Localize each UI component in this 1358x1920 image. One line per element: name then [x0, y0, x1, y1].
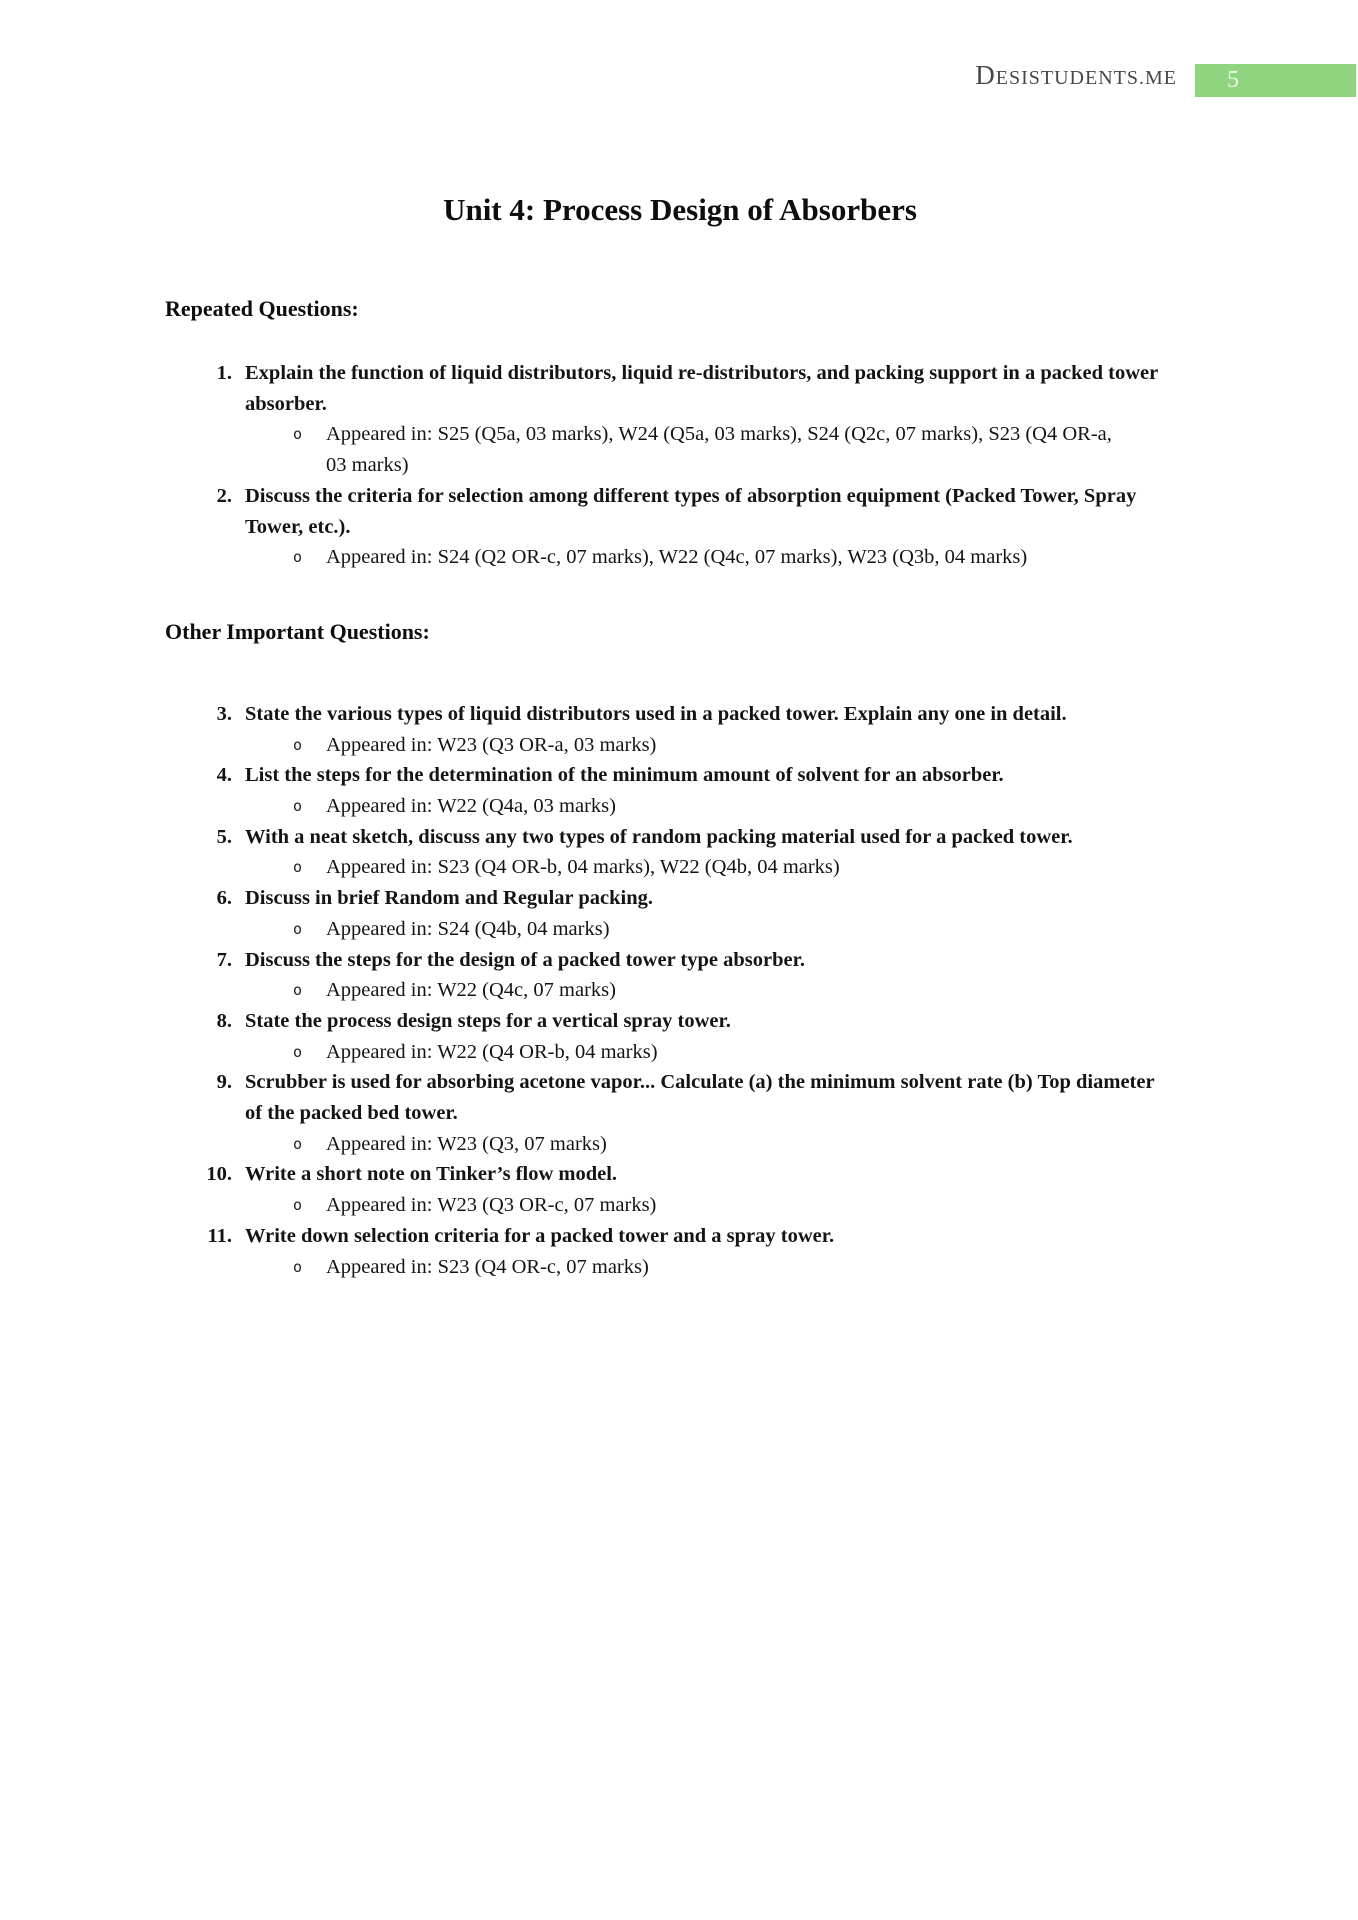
question-text: Explain the function of liquid distributors, liquid re-distributors, and packing support in a packed tower absorber.	[245, 362, 1158, 415]
appeared-in-line	[292, 419, 1195, 480]
appeared-in-line	[292, 730, 1195, 761]
question-text: Discuss the steps for the design of a packed tower type absorber.	[245, 948, 805, 971]
question-item	[165, 1067, 1195, 1128]
circle-bullet-icon: o	[293, 1042, 303, 1061]
question-text: Write a short note on Tinker’s flow model.	[245, 1163, 618, 1186]
question-number: 9.	[216, 1071, 232, 1094]
page-number-badge	[1195, 64, 1356, 97]
appeared-in-text: Appeared in: S24 (Q2 OR-c, 07 marks), W22 (Q4c, 07 marks), W23 (Q3b, 04 marks)	[326, 546, 1028, 569]
question-item	[165, 699, 1195, 730]
question-number: 7.	[216, 948, 232, 971]
document-title: Unit 4: Process Design of Absorbers	[443, 192, 917, 227]
question-text: Scrubber is used for absorbing acetone vapor... Calculate (a) the minimum solvent rate (b) Top diameter of the packed bed tower.	[245, 1071, 1155, 1125]
circle-bullet-icon: o	[293, 1257, 303, 1276]
section-heading-other-important-questions: Other Important Questions:	[165, 618, 430, 644]
appeared-in-line	[292, 1037, 1195, 1068]
circle-bullet-icon: o	[293, 425, 303, 444]
question-text: With a neat sketch, discuss any two types of random packing material used for a packed tower.	[245, 825, 1073, 848]
question-item	[165, 358, 1195, 419]
circle-bullet-icon: o	[293, 797, 303, 816]
appeared-in-text: Appeared in: S23 (Q4 OR-b, 04 marks), W22 (Q4b, 04 marks)	[326, 856, 840, 879]
question-item	[165, 1006, 1195, 1037]
appeared-in-text: Appeared in: W23 (Q3, 07 marks)	[326, 1132, 607, 1155]
appeared-in-text: Appeared in: S23 (Q4 OR-c, 07 marks)	[326, 1255, 649, 1278]
appeared-in-text: Appeared in: W22 (Q4c, 07 marks)	[326, 979, 616, 1002]
section-heading-repeated-questions: Repeated Questions:	[165, 296, 359, 321]
circle-bullet-icon: o	[293, 1134, 303, 1153]
circle-bullet-icon: o	[293, 548, 303, 567]
appeared-in-text: Appeared in: W22 (Q4 OR-b, 04 marks)	[326, 1040, 658, 1063]
other-important-questions-list	[165, 699, 1195, 1282]
site-name-first-letter: D	[975, 60, 996, 90]
question-text: Discuss the criteria for selection among different types of absorption equipment (Packed Tower, Spray Tower, etc.).	[245, 484, 1137, 538]
appeared-in-line	[292, 975, 1195, 1006]
question-item	[165, 883, 1195, 914]
appeared-in-text: Appeared in: W22 (Q4a, 03 marks)	[326, 795, 616, 818]
appeared-in-text: Appeared in: S25 (Q5a, 03 marks), W24 (Q5a, 03 marks), S24 (Q2c, 07 marks), S23 (Q4 OR-a, 03 marks)	[326, 423, 1112, 477]
question-text: State the process design steps for a vertical spray tower.	[245, 1009, 731, 1032]
appeared-in-line	[292, 1252, 1195, 1283]
circle-bullet-icon: o	[293, 1196, 303, 1215]
appeared-in-text: Appeared in: S24 (Q4b, 04 marks)	[326, 917, 610, 940]
page-number: 5	[1227, 67, 1239, 93]
question-item	[165, 945, 1195, 976]
appeared-in-line	[292, 914, 1195, 945]
appeared-in-line	[292, 1129, 1195, 1160]
question-item	[165, 1221, 1195, 1252]
question-number: 3.	[216, 702, 232, 725]
document-page	[165, 0, 1195, 1282]
appeared-in-line	[292, 791, 1195, 822]
question-number: 6.	[216, 887, 232, 910]
question-number: 2.	[216, 484, 232, 507]
question-number: 8.	[216, 1009, 232, 1032]
question-number: 10.	[206, 1163, 232, 1186]
question-item	[165, 481, 1195, 542]
question-number: 11.	[207, 1224, 232, 1247]
question-text: Write down selection criteria for a packed tower and a spray tower.	[245, 1224, 835, 1247]
site-name-rest: ESISTUDENTS.ME	[995, 67, 1177, 89]
question-item	[165, 760, 1195, 791]
circle-bullet-icon: o	[293, 858, 303, 877]
appeared-in-text: Appeared in: W23 (Q3 OR-c, 07 marks)	[326, 1194, 657, 1217]
question-item	[165, 822, 1195, 853]
repeated-questions-list	[165, 358, 1195, 573]
appeared-in-text: Appeared in: W23 (Q3 OR-a, 03 marks)	[326, 733, 657, 756]
appeared-in-line	[292, 542, 1195, 573]
question-number: 1.	[216, 362, 232, 384]
appeared-in-line	[292, 852, 1195, 883]
question-text: List the steps for the determination of the minimum amount of solvent for an absorber.	[245, 764, 1004, 787]
appeared-in-line	[292, 1190, 1195, 1221]
question-text: State the various types of liquid distributors used in a packed tower. Explain any one in detail.	[245, 702, 1067, 725]
circle-bullet-icon: o	[293, 919, 303, 938]
question-number: 5.	[216, 825, 232, 848]
question-number: 4.	[216, 764, 232, 787]
question-text: Discuss in brief Random and Regular packing.	[245, 887, 653, 910]
question-item	[165, 1159, 1195, 1190]
circle-bullet-icon: o	[293, 981, 303, 1000]
circle-bullet-icon: o	[293, 735, 303, 754]
